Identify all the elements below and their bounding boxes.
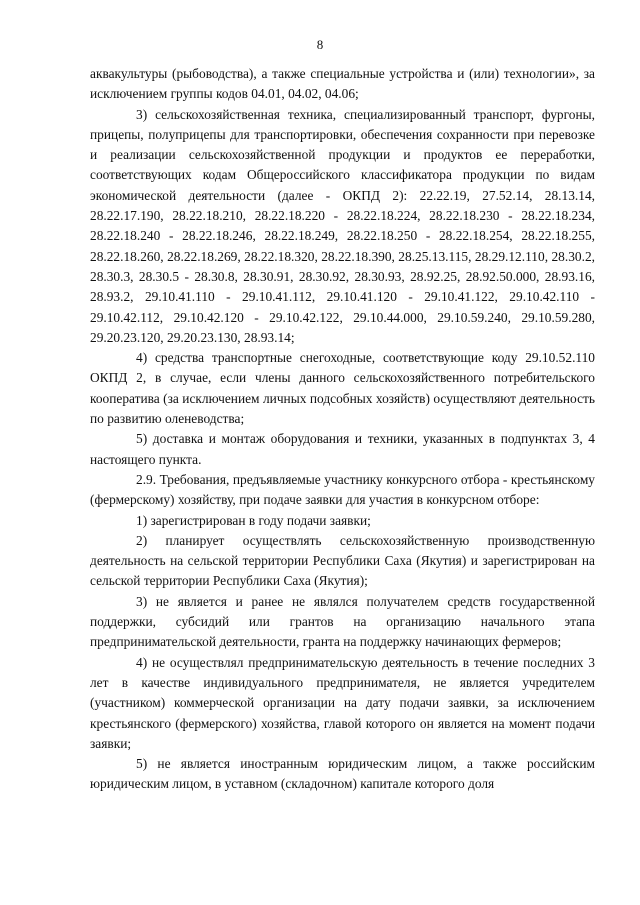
paragraph-item-3-machinery: 3) сельскохозяйственная техника, специализированный транспорт, фургоны, прицепы, полуприцепы для транспортировки, обеспечения сохранности при перевозке и реализации сельскохозяйственной продукции и продуктов ее переработки, соответствующих кодам Общероссийского классификатора продукции по видам экономической деятельности (далее - ОКПД 2): 22.22.19, 27.52.14, 28.13.14, 28.22.17.190, 28.22.18.210, 28.22.18.220 - 28.22.18.224, 28.22.18.230 - 28.22.18.234, 28.22.18.240 - 28.22.18.246, 28.22.18.249, 28.22.18.250 - 28.22.18.254, 28.22.18.255, 28.22.18.260, 28.22.18.269, 28.22.18.320, 28.22.18.390, 28.25.13.115, 28.29.12.110, 28.30.2, 28.30.3, 28.30.5 - 28.30.8, 28.30.91, 28.30.92, 28.30.93, 28.92.25, 28.92.50.000, 28.93.16, 28.93.2, 29.10.41.110 - 29.10.41.112, 29.10.41.120 - 29.10.41.122, 29.10.42.110 - 29.10.42.112, 29.10.42.120 - 29.10.42.122, 29.10.44.000, 29.10.59.240, 29.10.59.280, 29.20.23.120, 29.20.23.130, 28.93.14; <box>90 106 595 345</box>
paragraph-continuation: аквакультуры (рыбоводства), а также специальные устройства и (или) технологии», за исключением группы кодов 04.01, 04.02, 04.06; <box>90 66 595 102</box>
paragraph-requirement-5: 5) не является иностранным юридическим лицом, а также российским юридическим лицом, в уставном (складочном) капитале которого доля <box>90 756 595 792</box>
paragraph-requirement-4: 4) не осуществлял предпринимательскую деятельность в течение последних 3 лет в качестве индивидуального предпринимателя, не является учредителем (участником) коммерческой организации на дату подачи заявки, за исключением крестьянского (фермерского) хозяйства, главой которого он является на момент подачи заявки; <box>90 654 595 751</box>
paragraph-item-4-snowmobiles: 4) средства транспортные снегоходные, соответствующие коду 29.10.52.110 ОКПД 2, в случае, если члены данного сельскохозяйственного потребительского кооператива (за исключением личных подсобных хозяйств) осуществляют деятельность по развитию оленеводства; <box>90 350 595 427</box>
paragraph-item-5-delivery: 5) доставка и монтаж оборудования и техники, указанных в подпунктах 3, 4 настоящего пункта. <box>90 431 595 467</box>
paragraph-requirement-1: 1) зарегистрирован в году подачи заявки; <box>136 512 371 528</box>
paragraph-requirement-2: 2) планирует осуществлять сельскохозяйственную производственную деятельность на сельской территории Республики Саха (Якутия) и зарегистрирован на сельской территории Республики Саха (Якутия); <box>90 532 595 589</box>
paragraph-section-2-9: 2.9. Требования, предъявляемые участнику конкурсного отбора - крестьянскому (фермерскому) хозяйству, при подаче заявки для участия в конкурсном отборе: <box>90 471 595 508</box>
paragraph-requirement-3: 3) не является и ранее не являлся получателем средств государственной поддержки, субсидий или грантов на организацию начального этапа предпринимательской деятельности, гранта на поддержку начинающих фермеров; <box>90 593 595 650</box>
page-number: 8 <box>316 37 324 52</box>
document-body <box>90 64 595 795</box>
